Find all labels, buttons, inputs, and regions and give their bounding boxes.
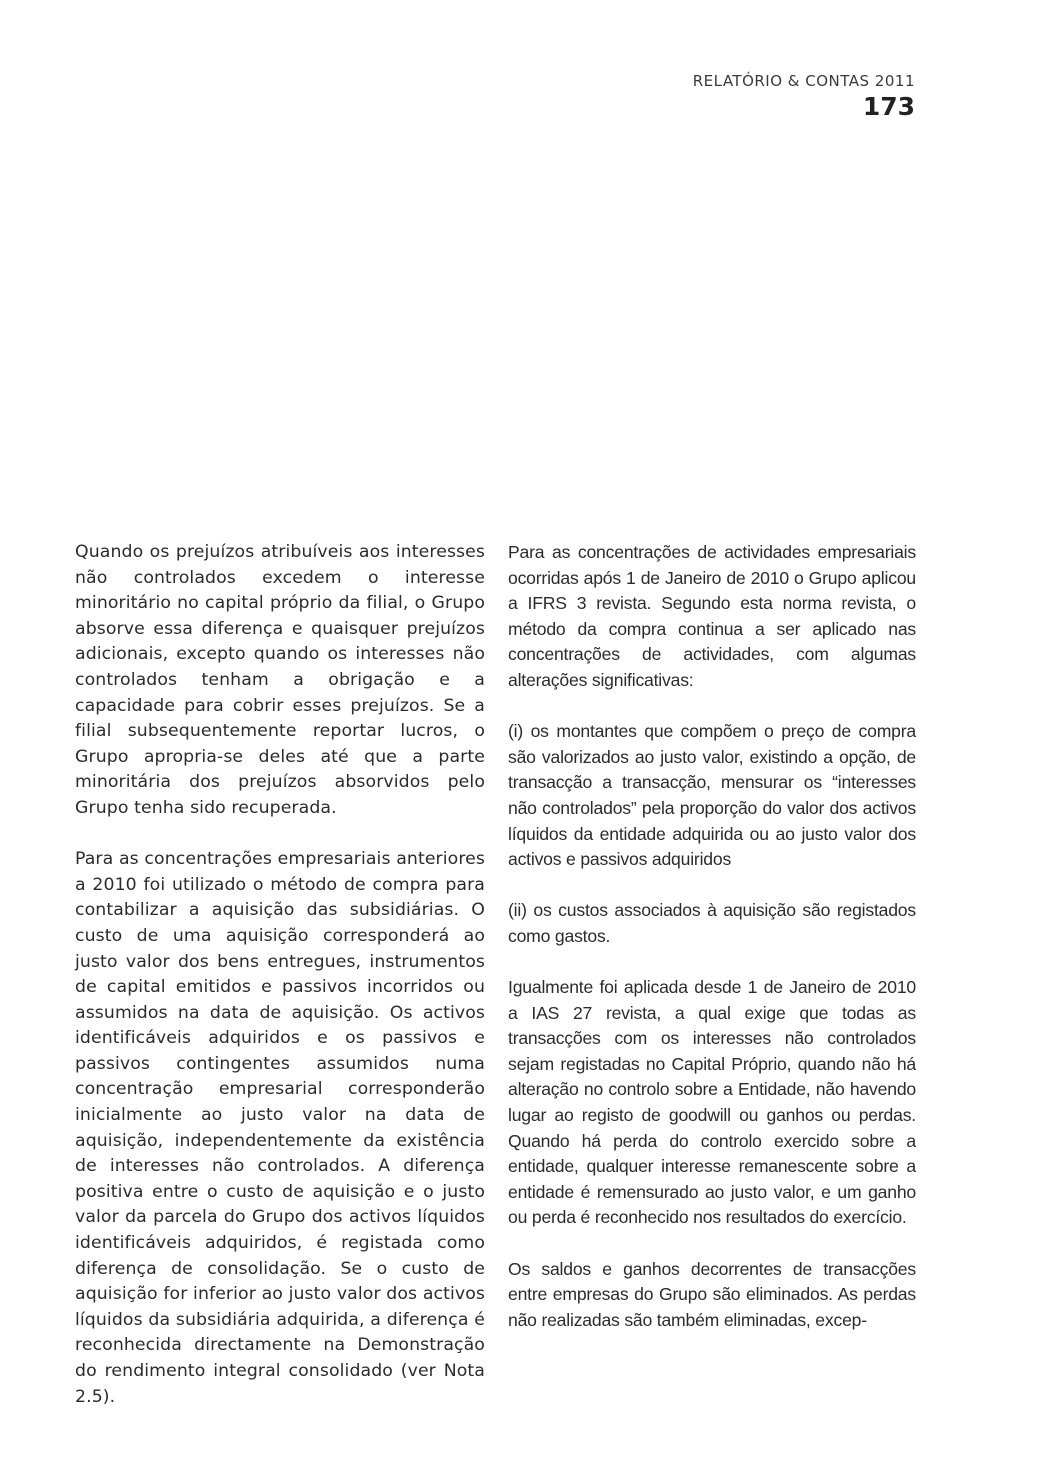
left-column — [75, 540, 485, 1436]
report-title: RELATÓRIO & CONTAS 2011 — [692, 72, 915, 90]
page-number: 173 — [862, 92, 915, 121]
paragraph: Para as concentrações de actividades empresariais ocorridas após 1 de Janeiro de 2010 o Grupo aplicou a IFRS 3 revista. Segundo esta norma revista, o método da compra continua a ser aplicado nas concentrações de actividades, com algumas alterações significativas: — [508, 542, 916, 690]
paragraph: Quando os prejuízos atribuíveis aos interesses não controlados excedem o interesse minoritário no capital próprio da filial, o Grupo absorve essa diferença e quaisquer prejuízos adicionais, excepto quando os interesses não controlados tenham a obrigação e a capacidade para cobrir esses prejuízos. Se a filial subsequentemente reportar lucros, o Grupo apropria-se deles até que a parte minoritária dos prejuízos absorvidos pelo Grupo tenha sido recuperada. — [75, 542, 485, 818]
page-header — [693, 70, 915, 122]
paragraph: (ii) os custos associados à aquisição são registados como gastos. — [508, 900, 916, 946]
paragraph: Para as concentrações empresariais anteriores a 2010 foi utilizado o método de compra para contabilizar a aquisição das subsidiárias. O custo de uma aquisição corresponderá ao justo valor dos bens entregues, instrumentos de capital emitidos e passivos incorridos ou assumidos na data de aquisição. Os activos identificáveis adquiridos e os passivos e passivos contingentes assumidos numa concentração empresarial corresponderão inicialmente ao justo valor na data de aquisição, independentemente da existência de interesses não controlados. A diferença positiva entre o custo de aquisição e o justo valor da parcela do Grupo dos activos líquidos identificáveis adquiridos, é registada como diferença de consolidação. Se o custo de aquisição for inferior ao justo valor dos activos líquidos da subsidiária adquirida, a diferença é reconhecida directamente na Demonstração do rendimento integral consolidado (ver Nota 2.5). — [75, 849, 485, 1407]
paragraph: (i) os montantes que compõem o preço de compra são valorizados ao justo valor, existindo a opção, de transacção a transacção, mensurar os “interesses não controlados” pela proporção do valor dos activos líquidos da entidade adquirida ou ao justo valor dos activos e passivos adquiridos — [508, 721, 916, 870]
paragraph: Igualmente foi aplicada desde 1 de Janeiro de 2010 a IAS 27 revista, a qual exige que todas as transacções com os interesses não controlados sejam registadas no Capital Próprio, quando não há alteração no controlo sobre a Entidade, não havendo lugar ao registo de goodwill ou ganhos ou perdas. Quando há perda do controlo exercido sobre a entidade, qualquer interesse remanescente sobre a entidade é remensurado ao justo valor, e um ganho ou perda é reconhecido nos resultados do exercício. — [508, 977, 916, 1228]
right-column — [508, 540, 916, 1359]
paragraph: Os saldos e ganhos decorrentes de transacções entre empresas do Grupo são eliminados. As perdas não realizadas são também eliminadas, excep- — [508, 1258, 916, 1330]
